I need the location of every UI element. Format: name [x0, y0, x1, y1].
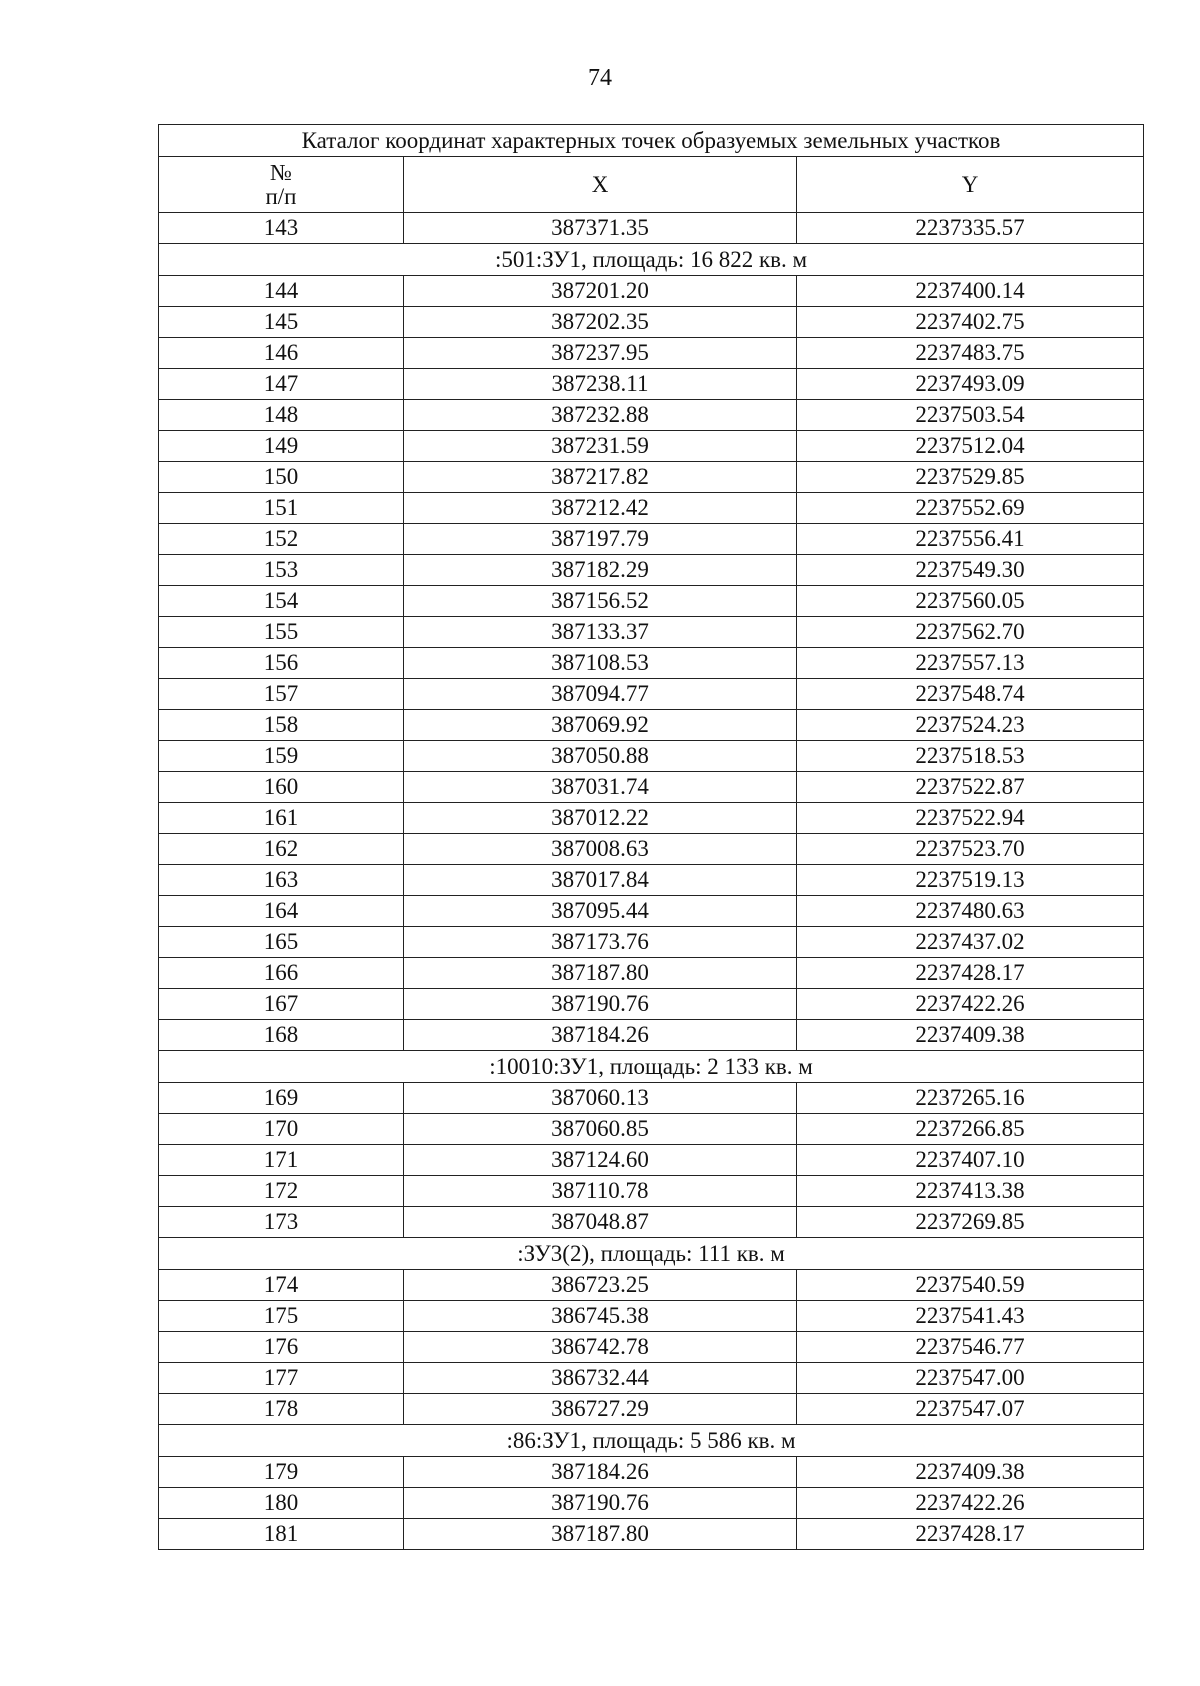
table-row: [159, 1519, 1144, 1550]
point-number-cell: 167: [159, 989, 404, 1020]
table-row: [159, 1207, 1144, 1238]
table-row: [159, 524, 1144, 555]
x-coordinate-cell: 387050.88: [404, 741, 797, 772]
table-row: [159, 865, 1144, 896]
point-number-cell: 175: [159, 1301, 404, 1332]
table-row: [159, 1488, 1144, 1519]
x-coordinate-cell: 387008.63: [404, 834, 797, 865]
x-coordinate-cell: 387187.80: [404, 958, 797, 989]
point-number-cell: 181: [159, 1519, 404, 1550]
x-coordinate-cell: 387124.60: [404, 1145, 797, 1176]
x-coordinate-cell: 387190.76: [404, 1488, 797, 1519]
y-coordinate-cell: 2237529.85: [797, 462, 1144, 493]
point-number-cell: 177: [159, 1363, 404, 1394]
point-number-cell: 156: [159, 648, 404, 679]
x-coordinate-cell: 387156.52: [404, 586, 797, 617]
point-number-cell: 143: [159, 213, 404, 244]
x-coordinate-cell: 387217.82: [404, 462, 797, 493]
point-number-cell: 160: [159, 772, 404, 803]
section-row: [159, 1425, 1144, 1457]
point-number-cell: 168: [159, 1020, 404, 1051]
y-coordinate-cell: 2237548.74: [797, 679, 1144, 710]
y-coordinate-cell: 2237480.63: [797, 896, 1144, 927]
point-number-cell: 149: [159, 431, 404, 462]
x-coordinate-cell: 387173.76: [404, 927, 797, 958]
y-coordinate-cell: 2237562.70: [797, 617, 1144, 648]
y-coordinate-cell: 2237518.53: [797, 741, 1144, 772]
y-coordinate-cell: 2237335.57: [797, 213, 1144, 244]
point-number-cell: 180: [159, 1488, 404, 1519]
table-row: [159, 741, 1144, 772]
x-coordinate-cell: 387190.76: [404, 989, 797, 1020]
x-coordinate-cell: 387212.42: [404, 493, 797, 524]
x-coordinate-cell: 387060.85: [404, 1114, 797, 1145]
point-number-cell: 152: [159, 524, 404, 555]
y-coordinate-cell: 2237512.04: [797, 431, 1144, 462]
table-row: [159, 400, 1144, 431]
x-coordinate-cell: 387202.35: [404, 307, 797, 338]
y-coordinate-cell: 2237483.75: [797, 338, 1144, 369]
y-coordinate-cell: 2237413.38: [797, 1176, 1144, 1207]
table-row: [159, 617, 1144, 648]
point-number-cell: 166: [159, 958, 404, 989]
table-row: [159, 1176, 1144, 1207]
table-row: [159, 648, 1144, 679]
table-row: [159, 338, 1144, 369]
x-coordinate-cell: 387095.44: [404, 896, 797, 927]
column-header-number: [159, 157, 404, 213]
y-coordinate-cell: 2237519.13: [797, 865, 1144, 896]
x-coordinate-cell: 387182.29: [404, 555, 797, 586]
x-coordinate-cell: 387031.74: [404, 772, 797, 803]
point-number-cell: 151: [159, 493, 404, 524]
point-number-cell: 169: [159, 1083, 404, 1114]
column-header-y: Y: [797, 157, 1144, 213]
point-number-cell: 170: [159, 1114, 404, 1145]
table-row: [159, 1145, 1144, 1176]
y-coordinate-cell: 2237407.10: [797, 1145, 1144, 1176]
x-coordinate-cell: 387108.53: [404, 648, 797, 679]
point-number-cell: 178: [159, 1394, 404, 1425]
table-row: [159, 1363, 1144, 1394]
x-coordinate-cell: 387133.37: [404, 617, 797, 648]
x-coordinate-cell: 387232.88: [404, 400, 797, 431]
point-number-cell: 173: [159, 1207, 404, 1238]
point-number-cell: 159: [159, 741, 404, 772]
table-row: [159, 710, 1144, 741]
x-coordinate-cell: 387184.26: [404, 1020, 797, 1051]
y-coordinate-cell: 2237269.85: [797, 1207, 1144, 1238]
table-header-row: [159, 157, 1144, 213]
y-coordinate-cell: 2237493.09: [797, 369, 1144, 400]
table-row: [159, 896, 1144, 927]
x-coordinate-cell: 387231.59: [404, 431, 797, 462]
table-row: [159, 927, 1144, 958]
y-coordinate-cell: 2237522.94: [797, 803, 1144, 834]
y-coordinate-cell: 2237541.43: [797, 1301, 1144, 1332]
y-coordinate-cell: 2237552.69: [797, 493, 1144, 524]
table-row: [159, 276, 1144, 307]
x-coordinate-cell: 386745.38: [404, 1301, 797, 1332]
point-number-cell: 155: [159, 617, 404, 648]
y-coordinate-cell: 2237522.87: [797, 772, 1144, 803]
table-row: [159, 989, 1144, 1020]
table-row: [159, 1457, 1144, 1488]
section-row: [159, 1051, 1144, 1083]
point-number-cell: 158: [159, 710, 404, 741]
table-row: [159, 1114, 1144, 1145]
point-number-cell: 179: [159, 1457, 404, 1488]
table-title-row: [159, 125, 1144, 157]
point-number-cell: 153: [159, 555, 404, 586]
catalog-table-body: [159, 125, 1144, 1550]
point-number-cell: 150: [159, 462, 404, 493]
section-label: :86:ЗУ1, площадь: 5 586 кв. м: [159, 1425, 1144, 1457]
point-number-cell: 176: [159, 1332, 404, 1363]
column-header-number-abbrev: п/п: [265, 183, 297, 209]
point-number-cell: 161: [159, 803, 404, 834]
table-row: [159, 772, 1144, 803]
y-coordinate-cell: 2237266.85: [797, 1114, 1144, 1145]
point-number-cell: 154: [159, 586, 404, 617]
table-title: Каталог координат характерных точек образуемых земельных участков: [159, 125, 1144, 157]
table-row: [159, 1270, 1144, 1301]
point-number-cell: 164: [159, 896, 404, 927]
section-row: [159, 1238, 1144, 1270]
x-coordinate-cell: 387371.35: [404, 213, 797, 244]
point-number-cell: 174: [159, 1270, 404, 1301]
y-coordinate-cell: 2237557.13: [797, 648, 1144, 679]
x-coordinate-cell: 387012.22: [404, 803, 797, 834]
y-coordinate-cell: 2237428.17: [797, 958, 1144, 989]
point-number-cell: 157: [159, 679, 404, 710]
column-header-number-symbol: №: [270, 159, 292, 185]
x-coordinate-cell: 387238.11: [404, 369, 797, 400]
point-number-cell: 172: [159, 1176, 404, 1207]
table-row: [159, 462, 1144, 493]
y-coordinate-cell: 2237409.38: [797, 1020, 1144, 1051]
y-coordinate-cell: 2237547.00: [797, 1363, 1144, 1394]
y-coordinate-cell: 2237547.07: [797, 1394, 1144, 1425]
x-coordinate-cell: 387094.77: [404, 679, 797, 710]
table-row: [159, 1020, 1144, 1051]
y-coordinate-cell: 2237546.77: [797, 1332, 1144, 1363]
y-coordinate-cell: 2237400.14: [797, 276, 1144, 307]
y-coordinate-cell: 2237560.05: [797, 586, 1144, 617]
y-coordinate-cell: 2237265.16: [797, 1083, 1144, 1114]
section-label: :501:ЗУ1, площадь: 16 822 кв. м: [159, 244, 1144, 276]
x-coordinate-cell: 387017.84: [404, 865, 797, 896]
y-coordinate-cell: 2237409.38: [797, 1457, 1144, 1488]
table-row: [159, 586, 1144, 617]
y-coordinate-cell: 2237523.70: [797, 834, 1144, 865]
y-coordinate-cell: 2237402.75: [797, 307, 1144, 338]
page-number: 74: [588, 65, 612, 91]
table-row: [159, 307, 1144, 338]
table-row: [159, 834, 1144, 865]
x-coordinate-cell: 387184.26: [404, 1457, 797, 1488]
y-coordinate-cell: 2237422.26: [797, 1488, 1144, 1519]
point-number-cell: 165: [159, 927, 404, 958]
section-row: [159, 244, 1144, 276]
table-row: [159, 431, 1144, 462]
point-number-cell: 163: [159, 865, 404, 896]
table-row: [159, 1332, 1144, 1363]
x-coordinate-cell: 386732.44: [404, 1363, 797, 1394]
table-row: [159, 679, 1144, 710]
table-row: [159, 1301, 1144, 1332]
table-row: [159, 493, 1144, 524]
x-coordinate-cell: 387069.92: [404, 710, 797, 741]
point-number-cell: 148: [159, 400, 404, 431]
point-number-cell: 146: [159, 338, 404, 369]
table-row: [159, 1394, 1144, 1425]
x-coordinate-cell: 387197.79: [404, 524, 797, 555]
y-coordinate-cell: 2237540.59: [797, 1270, 1144, 1301]
coordinates-catalog-table: [158, 124, 1144, 1550]
x-coordinate-cell: 387110.78: [404, 1176, 797, 1207]
y-coordinate-cell: 2237556.41: [797, 524, 1144, 555]
table-row: [159, 1083, 1144, 1114]
x-coordinate-cell: 386742.78: [404, 1332, 797, 1363]
section-label: :ЗУ3(2), площадь: 111 кв. м: [159, 1238, 1144, 1270]
section-label: :10010:ЗУ1, площадь: 2 133 кв. м: [159, 1051, 1144, 1083]
point-number-cell: 144: [159, 276, 404, 307]
x-coordinate-cell: 387237.95: [404, 338, 797, 369]
y-coordinate-cell: 2237503.54: [797, 400, 1144, 431]
point-number-cell: 171: [159, 1145, 404, 1176]
x-coordinate-cell: 387187.80: [404, 1519, 797, 1550]
y-coordinate-cell: 2237437.02: [797, 927, 1144, 958]
x-coordinate-cell: 387060.13: [404, 1083, 797, 1114]
table-row: [159, 555, 1144, 586]
x-coordinate-cell: 386727.29: [404, 1394, 797, 1425]
point-number-cell: 147: [159, 369, 404, 400]
table-row: [159, 803, 1144, 834]
x-coordinate-cell: 387201.20: [404, 276, 797, 307]
y-coordinate-cell: 2237524.23: [797, 710, 1144, 741]
table-row: [159, 958, 1144, 989]
column-header-x: X: [404, 157, 797, 213]
y-coordinate-cell: 2237549.30: [797, 555, 1144, 586]
y-coordinate-cell: 2237428.17: [797, 1519, 1144, 1550]
table-row: [159, 369, 1144, 400]
x-coordinate-cell: 386723.25: [404, 1270, 797, 1301]
x-coordinate-cell: 387048.87: [404, 1207, 797, 1238]
point-number-cell: 145: [159, 307, 404, 338]
y-coordinate-cell: 2237422.26: [797, 989, 1144, 1020]
point-number-cell: 162: [159, 834, 404, 865]
table-row: [159, 213, 1144, 244]
